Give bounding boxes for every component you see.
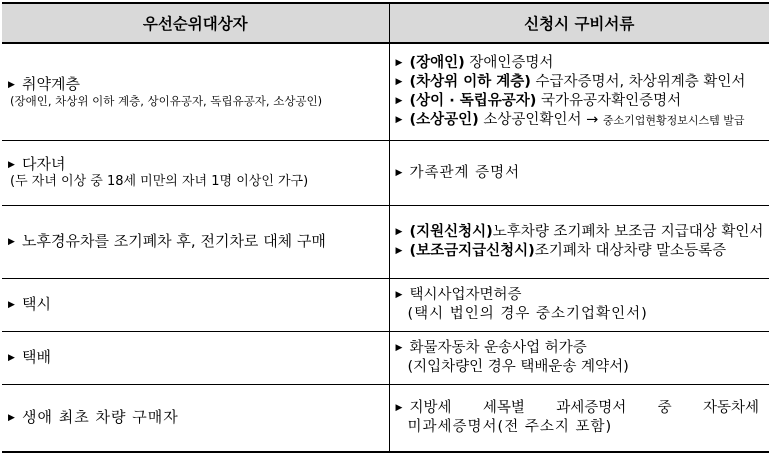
doc-text: 수급자증명서, 차상위계층 확인서	[530, 74, 746, 91]
bullet-icon: ▶	[395, 290, 403, 301]
table-row	[2, 141, 769, 206]
header-required-documents: 신청시 구비서류	[389, 3, 769, 43]
target-cell	[2, 385, 389, 453]
doc-word: 지방세	[409, 400, 452, 417]
table-row	[2, 279, 769, 332]
doc-category: (소상공인)	[409, 111, 479, 128]
target-cell	[2, 43, 389, 141]
target-label: 취약계층	[22, 74, 80, 93]
bullet-icon: ▶	[395, 96, 403, 106]
bullet-icon: ▶	[8, 300, 15, 311]
documents-cell	[389, 279, 769, 332]
doc-text: 조기폐차 대상차량 말소등록증	[534, 243, 727, 259]
doc-text: 가족관계 증명서	[409, 164, 521, 181]
target-label: 노후경유차를 조기폐차 후, 전기차로 대체 구매	[22, 232, 326, 251]
target-label: 생애 최초 차량 구매자	[22, 408, 179, 427]
doc-note: 미과세증명서(전 주소지 포함)	[407, 419, 613, 435]
bullet-icon: ▶	[8, 79, 15, 90]
target-label: 택배	[22, 348, 51, 367]
doc-category: (보조금지급신청시)	[409, 243, 535, 259]
doc-category: (장애인)	[409, 55, 465, 72]
bullet-icon: ▶	[395, 77, 403, 88]
documents-cell	[389, 141, 769, 206]
doc-extra: 중소기업현황정보시스템 발급	[602, 113, 745, 127]
doc-note: (지입차량인 경우 택배운송 계약서)	[407, 359, 629, 375]
doc-word: 자동차세	[702, 400, 759, 417]
target-cell	[2, 279, 389, 332]
documents-cell	[389, 332, 769, 385]
bullet-icon: ▶	[8, 413, 16, 424]
documents-cell	[389, 43, 769, 141]
table-header-row	[2, 3, 769, 43]
doc-note: (택시 법인의 경우 중소기업확인서)	[407, 306, 648, 322]
table-row	[2, 206, 769, 279]
target-cell	[2, 206, 389, 279]
bullet-icon: ▶	[8, 353, 15, 364]
doc-text: 소상공인확인서 →	[478, 111, 603, 128]
priority-documents-table	[2, 2, 769, 453]
header-priority-target: 우선순위대상자	[2, 3, 389, 43]
doc-text: 국가유공자확인증명서	[536, 93, 682, 109]
bullet-icon: ▶	[395, 246, 403, 256]
doc-category: (상이 · 독립유공자)	[409, 93, 537, 109]
doc-text: 화물자동차 운송사업 허가증	[409, 340, 587, 357]
target-sublabel: (두 자녀 이상 중 18세 미만의 자녀 1명 이상인 가구)	[10, 174, 309, 190]
target-label: 다자녀	[22, 154, 66, 173]
doc-word: 과세증명서	[556, 400, 627, 417]
doc-text: 장애인증명서	[464, 55, 554, 72]
target-cell	[2, 332, 389, 385]
doc-category: (지원신청시)	[409, 224, 493, 241]
doc-word: 세목별	[482, 400, 525, 417]
bullet-icon: ▶	[8, 159, 15, 170]
documents-cell	[389, 206, 769, 279]
doc-text: 택시사업자면허증	[409, 287, 522, 304]
target-label: 택시	[22, 295, 51, 314]
table-row	[2, 43, 769, 141]
bullet-icon: ▶	[395, 167, 404, 178]
bullet-icon: ▶	[395, 343, 403, 354]
bullet-icon: ▶	[395, 114, 403, 125]
doc-text: 노후차량 조기폐차 보조금 지급대상 확인서	[492, 224, 764, 241]
bullet-icon: ▶	[395, 403, 403, 414]
target-cell	[2, 141, 389, 206]
doc-word: 중	[657, 400, 672, 417]
documents-cell	[389, 385, 769, 453]
table-row	[2, 385, 769, 453]
table-row	[2, 332, 769, 385]
doc-category: (차상위 이하 계층)	[409, 74, 531, 91]
target-sublabel: (장애인, 차상위 이하 계층, 상이유공자, 독립유공자, 소상공인)	[10, 94, 323, 109]
bullet-icon: ▶	[8, 237, 15, 248]
bullet-icon: ▶	[395, 227, 403, 238]
bullet-icon: ▶	[395, 58, 403, 69]
